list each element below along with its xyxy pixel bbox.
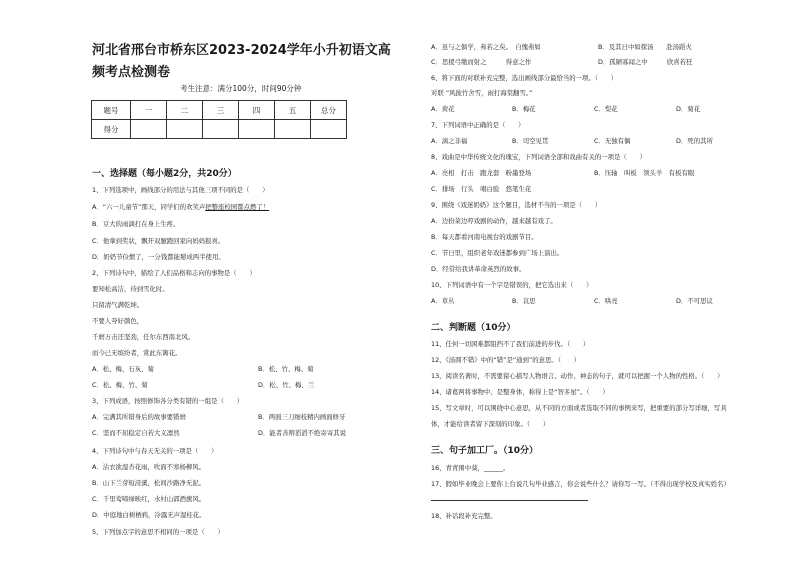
section-heading: 二、判断题（10分） <box>431 323 516 333</box>
question-text: 11、任何一切困难都阻挡不了我们前进的步伐。（ ） <box>431 340 590 348</box>
score-header-cell: 五 <box>275 101 311 120</box>
section-heading: 一、选择题（每小题2分，共20分） <box>92 169 237 179</box>
option-text: A．边扮菜边哼戏剧的动作，越来越有戏了。 <box>431 217 557 225</box>
question-text: 体，才能给读者留下深刻的印象。（ ） <box>431 420 550 428</box>
exam-notice: 考生注意：满分100分，时间90分钟 <box>180 84 302 93</box>
score-table-score-row <box>92 120 347 139</box>
question-text: 15、写文章时，可以围绕中心意思，从不同的方面或者选取不同的事例来写，把重要的部分写详细，写具 <box>431 404 727 412</box>
option-text: A．沾衣欲湿杏花雨，吹面不寒杨柳风。 <box>92 463 206 471</box>
option-text: D．松、竹、梅、兰 <box>258 381 315 389</box>
option-text: B．司空见贯 <box>512 137 549 145</box>
question-text: 8、戏曲是中华传统文化的瑰宝，下列词语全部和戏曲有关的一项是（ ） <box>431 153 646 161</box>
poem-line: 千磨万击还坚劲，任尔东西南北风。 <box>92 333 195 341</box>
question-text: 12、《汤圆不错》中的“错”是“通到”的意思。（ ） <box>431 356 581 364</box>
option-text: C．坚而不屈稳定自若大义凛然 <box>92 429 180 437</box>
option-text: D．能者善辩滔滔不绝寄寄其说 <box>258 429 346 437</box>
option-text: A．松、梅、石灰、菊 <box>92 365 154 373</box>
option-text: B．梅花 <box>512 105 536 113</box>
option-text: C．他拿到奖状，飘开双臆跑回家向妈妈报喜。 <box>92 237 225 245</box>
question-text: 7、下列词语中正确的是（ ） <box>431 121 525 129</box>
question-text: 5、下列加点字的意思不相同的一项是（ ） <box>92 528 224 536</box>
poem-line: 而今已无缤纷者，赏此东篱花。 <box>92 349 182 357</box>
score-row-label: 得分 <box>92 120 131 139</box>
option-text: D．经常给我讲革命英烈的故事。 <box>431 265 526 273</box>
option-text: D．中庭地白树栖鸦，冷露无声湿桂花。 <box>92 511 206 519</box>
question-text: 16、青青围中葵，______。 <box>431 464 510 472</box>
score-header-cell: 一 <box>131 101 167 120</box>
question-text: 1、下列选项中，画线部分的用法与其他三项不同的是（ ） <box>92 186 269 194</box>
option-text: A．亮相 打击 跑龙套 粉墨登场 <box>431 169 532 177</box>
question-text: 18、补话段补充完整。 <box>431 512 497 520</box>
score-cell[interactable] <box>275 120 311 139</box>
option-text: C．排场 行头 唱白脸 悠笔生花 <box>431 185 532 193</box>
option-text: C．哄亮 <box>594 297 618 305</box>
option-text: A．滴之非福 <box>431 137 468 145</box>
option-text: C．思援弓缴而射之 得意之作 <box>431 58 532 66</box>
poem-line: 只留清气满乾坤。 <box>92 301 144 309</box>
option-text: D．孤陋寡闻之中 欣喜若狂 <box>598 58 693 66</box>
option-text <box>92 203 269 211</box>
option-text: B．及其日中如探汤 赴汤蹈火 <box>598 43 692 51</box>
couplet-text: 对联 “风拢竹舍雪，雨打海棠翻雪。” <box>431 89 533 97</box>
poem-line: 不要人夸好颜色， <box>92 317 144 325</box>
option-text: B．豆大的雨滴打在身上生疼。 <box>92 220 180 228</box>
poem-line: 要知松高洁，待到雪化时。 <box>92 285 169 293</box>
score-cell[interactable] <box>311 120 347 139</box>
option-text: B．每天都看河南电视台的戏剧节目。 <box>431 233 538 241</box>
option-text: B．松、竹、梅、菊 <box>258 365 314 373</box>
option-prefix: A．“六一儿童节”那天，同学们的欢笑声 <box>92 203 206 211</box>
score-header-cell: 题号 <box>92 101 131 120</box>
option-text: A．荷花 <box>431 105 455 113</box>
option-text: C．梨花 <box>594 105 618 113</box>
option-text: D．菊花 <box>676 105 701 113</box>
option-text: B．山下兰芽短浸溪，松间沙路净无泥。 <box>92 479 206 487</box>
option-text: B．压轴 叫板 领头羊 有板有眼 <box>594 169 695 177</box>
score-table-header-row <box>92 101 347 120</box>
question-text: 10、下列词语中有一个字是错误的，把它选出来（ ） <box>431 281 593 289</box>
score-header-cell: 三 <box>203 101 239 120</box>
score-header-cell: 二 <box>167 101 203 120</box>
question-text: 3、下列成语，按照修饰各分类有错的一组是（ ） <box>92 397 244 405</box>
question-text: 2、下列诗句中，描绘了人们品格和志向的事物是（ ） <box>92 269 256 277</box>
option-text: A．草丛 <box>431 297 455 305</box>
question-text: 13、阅读名著时，不需要留心描写人物语言、动作、神态的句子，就可以把握一个人物的性格。（ ） <box>431 372 724 380</box>
section-heading: 三、句子加工厂。（10分） <box>431 446 539 456</box>
option-text: B．两面三刀细枝精内画面修牙 <box>258 413 346 421</box>
option-text: C．千里莺啼绿映红，水村山郭酒旗风。 <box>92 495 206 503</box>
option-text: D．不可思议 <box>676 297 713 305</box>
option-text: A．完满其所错身后的故事要错磨 <box>92 413 186 421</box>
option-text: D．死的其所 <box>676 137 713 145</box>
score-cell[interactable] <box>203 120 239 139</box>
answer-line[interactable] <box>431 500 588 501</box>
question-text: 17、假如毕业晚会上要你上台说几句毕业感言，你会说些什么？请你写一写。（不得出现学校及真实姓名） <box>431 480 730 488</box>
score-header-cell: 总分 <box>311 101 347 120</box>
option-text: C．节日里，组织老年戏迷都参到广场上演出。 <box>431 249 564 257</box>
page-title: 河北省邢台市桥东区2023-2024学年小升初语文高频考点检测卷 <box>92 43 391 80</box>
option-text: B．哀思 <box>512 297 536 305</box>
option-text: C．松、梅、竹、菊 <box>92 381 148 389</box>
score-cell[interactable] <box>131 120 167 139</box>
score-header-cell: 四 <box>239 101 275 120</box>
option-text: A．虽与之俱学，弗若之矣。 自愧弗如 <box>431 43 541 51</box>
question-text: 4、下列诗句中与春天无关的一项是（ ） <box>92 447 218 455</box>
score-cell[interactable] <box>167 120 203 139</box>
score-table <box>91 100 347 139</box>
question-text: 6、将下面的对联补充完整，选出画线部分最恰当的一项。（ ） <box>431 74 618 82</box>
question-text: 9、围绕《戏迷奶奶》这个题目，选材不当的一项是（ ） <box>431 201 602 209</box>
option-text: C．无独有偶 <box>594 137 631 145</box>
option-text: D．奶奶节俭惯了，一分钱都能掰成两半使用。 <box>92 253 225 261</box>
score-cell[interactable] <box>239 120 275 139</box>
underlined-text: 把整座校园都点燃了！ <box>205 203 270 211</box>
question-text: 14、诸葛两将事物中、是整身体，称得上是“智多星”。（ ） <box>431 388 609 396</box>
